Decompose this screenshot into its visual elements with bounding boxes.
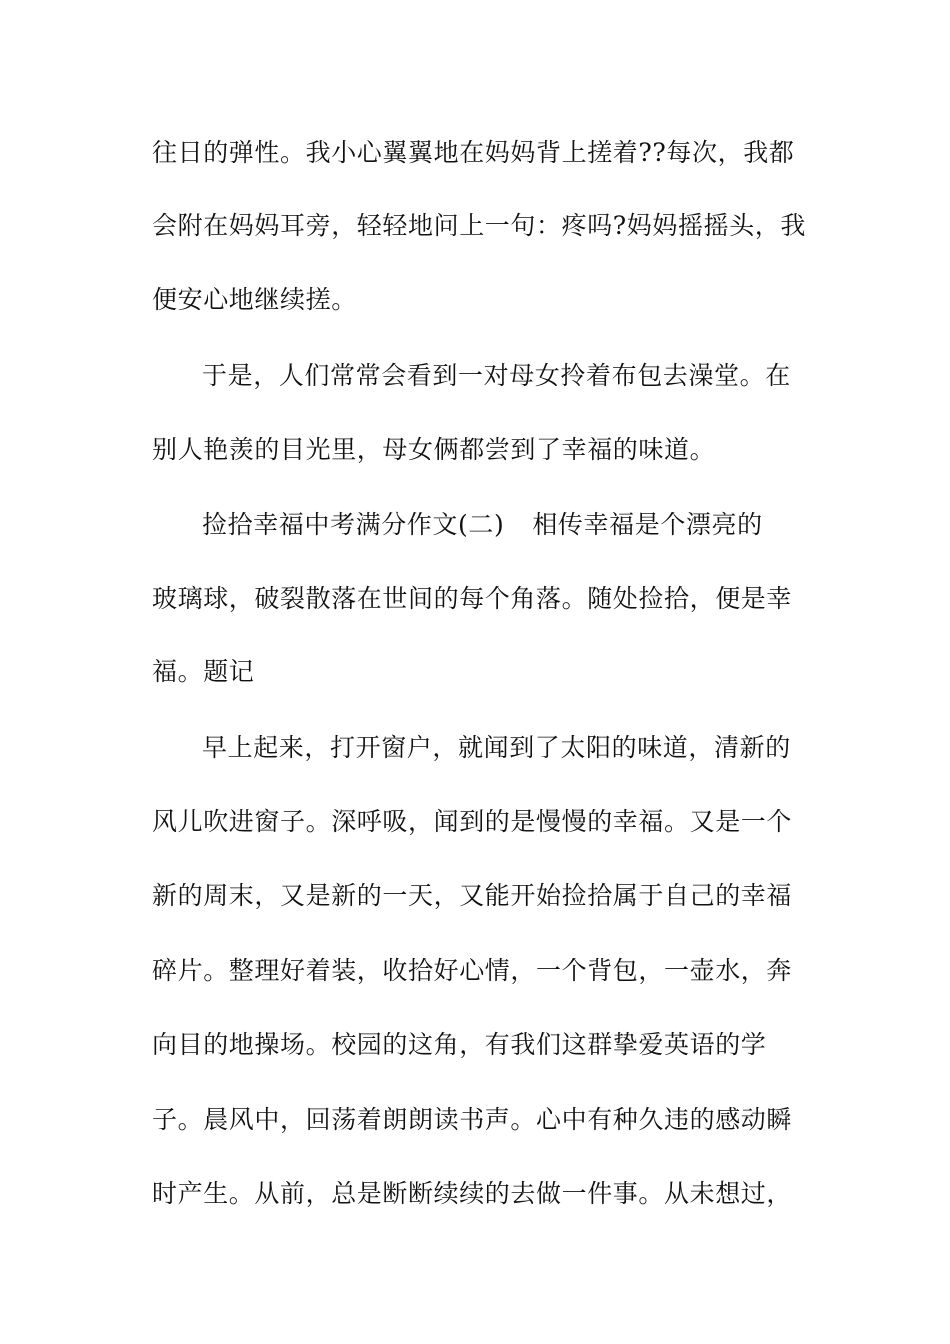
text-line: 向目的地操场。校园的这角，有我们这群挚爱英语的学	[152, 1030, 767, 1059]
text-line: 便安心地继续搓。	[152, 285, 357, 314]
text-line: 别人艳羡的目光里，母女俩都尝到了幸福的味道。	[152, 435, 716, 464]
text-line: 风儿吹进窗子。深呼吸，闻到的是慢慢的幸福。又是一个	[152, 807, 793, 836]
text-line: 福。题记	[152, 657, 255, 686]
text-line: 会附在妈妈耳旁，轻轻地问上一句：疼吗?妈妈摇摇头，我	[152, 211, 807, 240]
section-heading: 捡拾幸福中考满分作文(二)	[202, 510, 505, 539]
text-line: 时产生。从前，总是断断续续的去做一件事。从未想过，	[152, 1179, 793, 1208]
text-line: 早上起来，打开窗户，就闻到了太阳的味道，清新的	[202, 733, 791, 762]
text-line: 子。晨风中，回荡着朗朗读书声。心中有种久违的感动瞬	[152, 1105, 793, 1134]
text-line: 往日的弹性。我小心翼翼地在妈妈背上搓着??每次，我都	[152, 138, 795, 167]
text-line: 玻璃球，破裂散落在世间的每个角落。随处捡拾，便是幸	[152, 584, 793, 613]
section-heading-line	[202, 510, 763, 540]
text-line: 碎片。整理好着装，收拾好心情，一个背包，一壶水，奔	[152, 956, 793, 985]
text-line: 于是，人们常常会看到一对母女拎着布包去澡堂。在	[202, 361, 791, 390]
text-line: 新的周末，又是新的一天，又能开始捡拾属于自己的幸福	[152, 881, 793, 910]
heading-trailing-text: 相传幸福是个漂亮的	[532, 510, 763, 539]
